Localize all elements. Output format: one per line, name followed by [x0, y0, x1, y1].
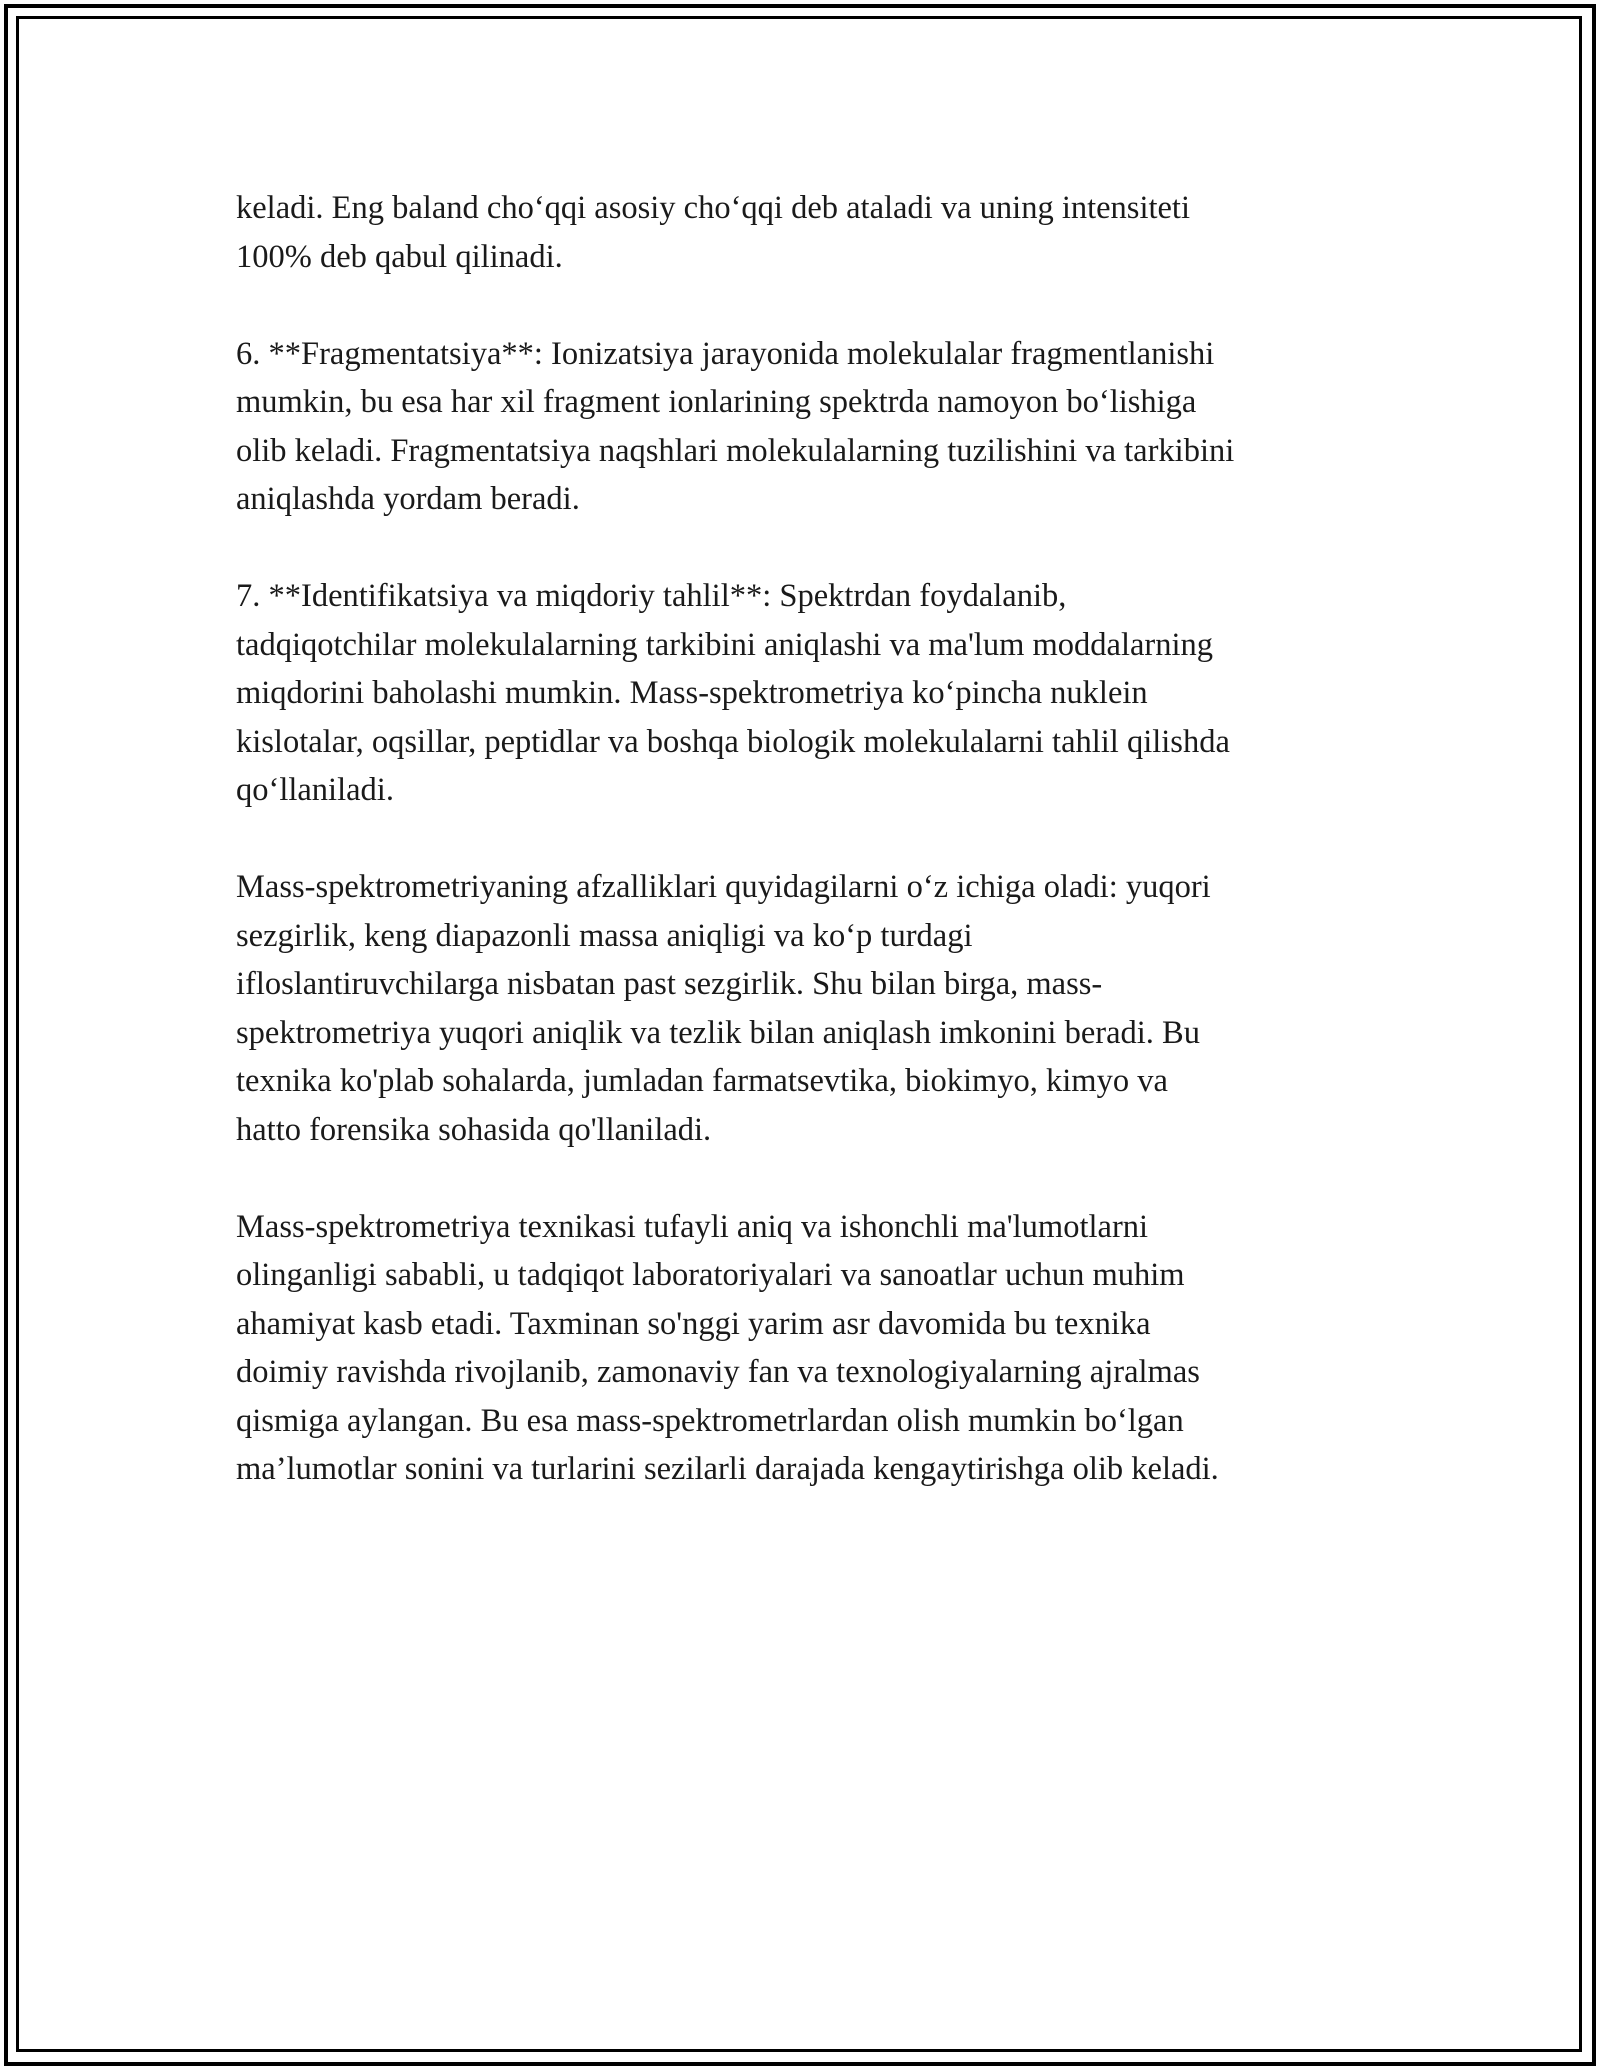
paragraph-identification: 7. **Identifikatsiya va miqdoriy tahlil**: Spektrdan foydalanib, tadqiqotchilar molekulalarning tarkibini aniqlashi va ma'lum moddalarning miqdorini baholashi mumkin. Mass-spektrometriya ko‘pincha nuklein kislotalar, oqsillar, peptidlar va boshqa biologik molekulalarni tahlil qilishda qo‘llaniladi. — [236, 578, 1230, 808]
paragraph-peak-intensity: keladi. Eng baland cho‘qqi asosiy cho‘qqi deb ataladi va uning intensiteti 100% deb qabul qilinadi. — [236, 190, 1190, 275]
paragraph-advantages: Mass-spektrometriyaning afzalliklari quyidagilarni o‘z ichiga oladi: yuqori sezgirlik, keng diapazonli massa aniqligi va ko‘p turdagi ifloslantiruvchilarga nisbatan past sezgirlik. Shu bilan birga, mass- spektrometriya yuqori aniqlik va tezlik bilan aniqlash imkonini beradi. Bu texnika ko'plab sohalarda, jumladan farmatsevtika, biokimyo, kimyo va hatto forensika sohasida qo'llaniladi. — [236, 869, 1211, 1148]
document-body — [236, 184, 1386, 1542]
paragraph-importance: Mass-spektrometriya texnikasi tufayli aniq va ishonchli ma'lumotlarni olinganligi sababli, u tadqiqot laboratoriyalari va sanoatlar uchun muhim ahamiyat kasb etadi. Taxminan so'nggi yarim asr davomida bu texnika doimiy ravishda rivojlanib, zamonaviy fan va texnologiyalarning ajralmas qismiga aylangan. Bu esa mass-spektrometrlardan olish mumkin bo‘lgan ma’lumotlar sonini va turlarini sezilarli darajada kengaytirishga olib keladi. — [236, 1208, 1219, 1487]
paragraph-fragmentation: 6. **Fragmentatsiya**: Ionizatsiya jarayonida molekulalar fragmentlanishi mumkin, bu esa har xil fragment ionlarining spektrda namoyon bo‘lishiga olib keladi. Fragmentatsiya naqshlari molekulalarning tuzilishini va tarkibini aniqlashda yordam beradi. — [236, 335, 1235, 517]
